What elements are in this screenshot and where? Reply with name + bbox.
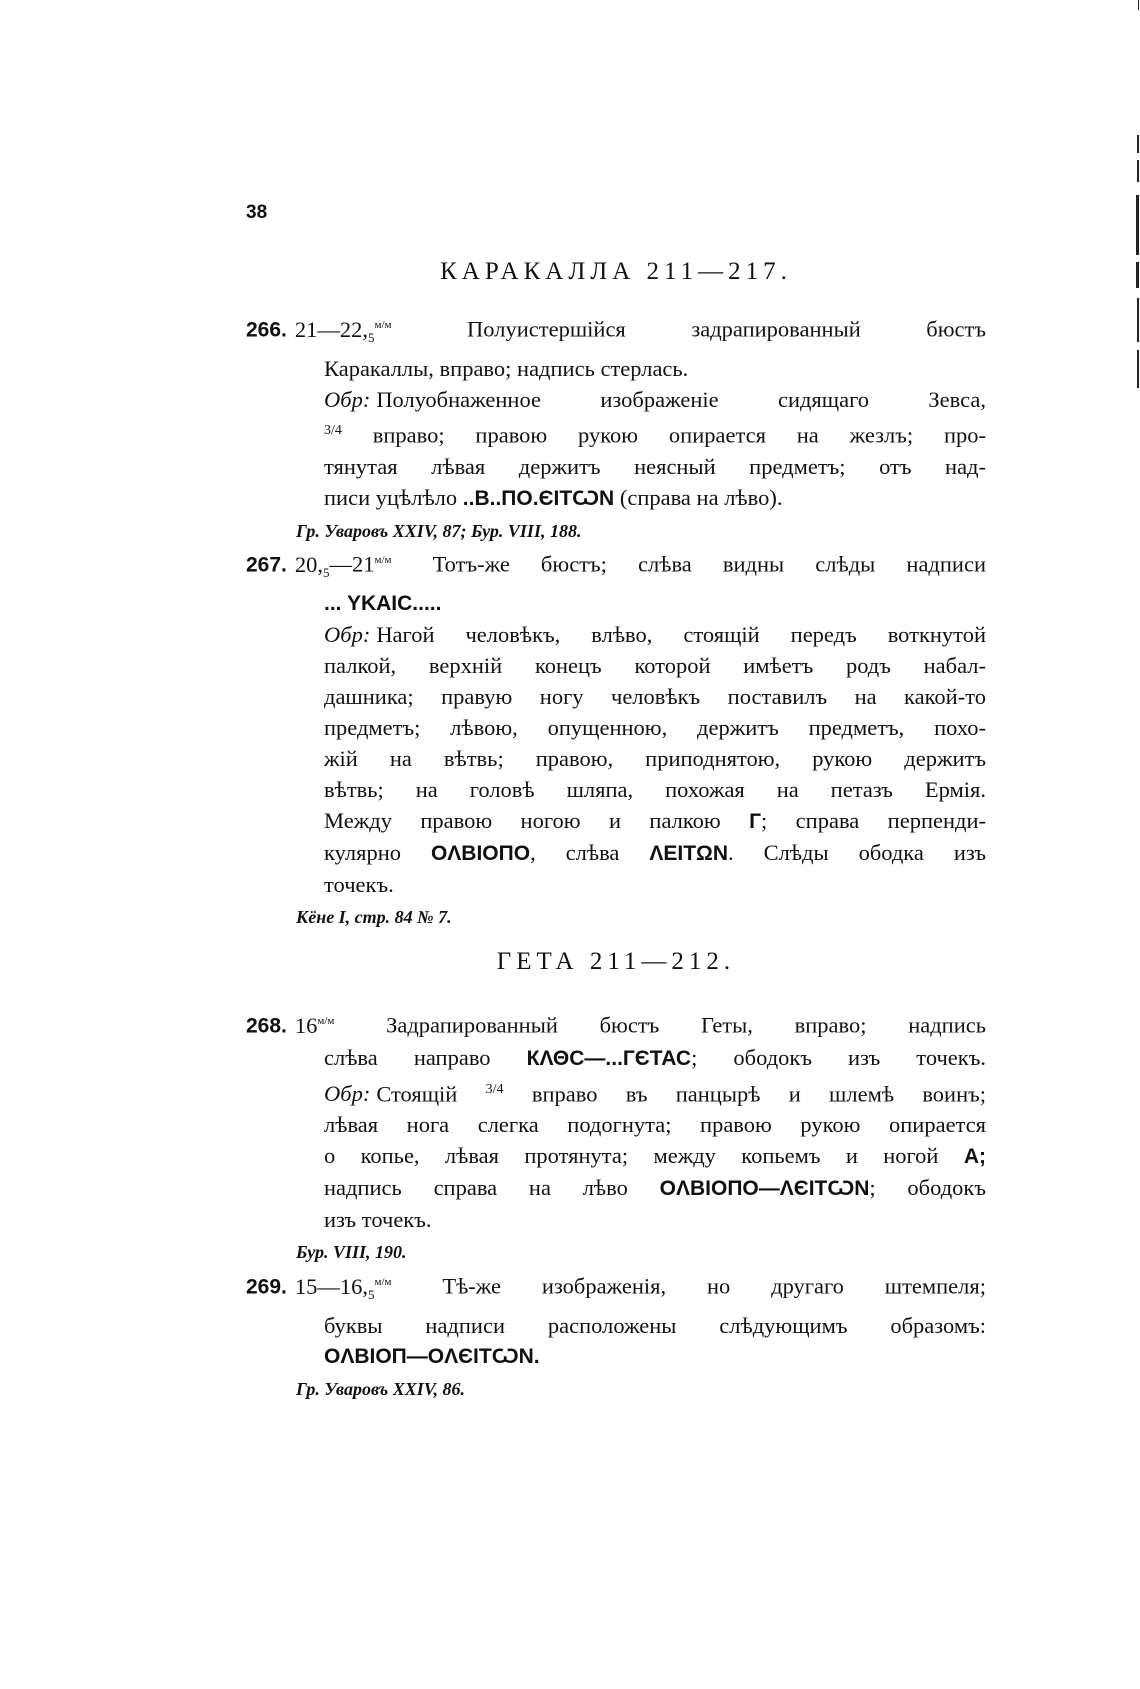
greek-inscription: ... YKAIC..... xyxy=(324,592,442,615)
entry-text-line: Задрапированный бюстъ Геты, вправо; надпись xyxy=(386,1012,987,1038)
entry-text-line: Тѣ-же изображенія, но другаго штемпеля; xyxy=(442,1273,986,1299)
entry-text-line: лѣвая нога слегка подогнута; правою рукою опирается xyxy=(324,1112,986,1137)
entry-text-line: изъ точекъ. xyxy=(324,1207,432,1232)
entry-measure-sub: 5 xyxy=(368,330,375,345)
section-title-geta: ГЕТА 211—212. xyxy=(496,948,736,975)
scan-artifact xyxy=(1138,0,1139,10)
entry-text-line: надпись справа на лѣво xyxy=(324,1175,628,1200)
entry-unit: м/м xyxy=(374,319,392,331)
entry-text-line: вѣтвь; на головѣ шляпа, похожая на петазъ Ермія. xyxy=(324,777,986,802)
entry-measure-end: —21 xyxy=(329,551,375,577)
entry-text-line: кулярно xyxy=(324,840,401,865)
greek-inscription: ОΛВІОП—ОΛЄІТѠN. xyxy=(324,1345,540,1368)
scan-artifact xyxy=(1136,262,1139,288)
entry-text-line: предметъ; лѣвою, опущенною, держитъ предметъ, похо- xyxy=(324,715,986,740)
entry-text-line: тянутая лѣвая держитъ неясный предметъ; отъ над- xyxy=(324,453,986,479)
entry-measure: 15—16, xyxy=(294,1273,368,1299)
entry-unit: м/м xyxy=(317,1015,335,1027)
entry-text-line: жій на вѣтвь; правою, приподнятою, рукою держитъ xyxy=(324,746,986,771)
entry-text-line: Полуобнаженное изображеніе сидящаго Зевса, xyxy=(376,387,986,412)
entry-text-line: дашника; правую ногу человѣкъ поставилъ на какой-то xyxy=(324,684,986,709)
entry-number: 267. xyxy=(246,553,287,577)
section-title-caracalla: КАРАКАЛЛА 211—217. xyxy=(440,258,792,285)
entry-unit: м/м xyxy=(374,554,392,566)
entry-measure: 20, xyxy=(294,551,323,577)
scan-artifact xyxy=(1137,135,1139,153)
catalog-entry-269 xyxy=(246,1267,986,1405)
entry-measure-sub: 5 xyxy=(368,1287,375,1302)
greek-inscription: ΛЕІТΩN xyxy=(649,842,729,865)
greek-inscription: КΛΘС—...ГЄТАС xyxy=(526,1046,692,1070)
bibliographic-reference: Гр. Уваровъ XXIV, 87; Бур. VIII, 188. xyxy=(296,520,582,541)
entry-text-line: буквы надписи расположены слѣдующимъ образомъ: xyxy=(324,1313,986,1338)
entry-text-fragment: ; справа перпенди- xyxy=(761,808,986,833)
scan-artifact xyxy=(1136,195,1139,255)
scan-artifact xyxy=(1137,160,1139,182)
entry-text-line: Между правою ногою и палкою xyxy=(324,808,721,833)
entry-text-line: слѣва направо xyxy=(324,1044,491,1070)
entry-text-fragment: ; ободокъ изъ точекъ. xyxy=(691,1044,986,1070)
greek-inscription: ..В..ПО.ЄІТѠN xyxy=(462,486,615,510)
entry-text-line: вправо; правою рукою опирается на жезлъ; про- xyxy=(372,422,986,448)
entry-text-line: Полуистершійся задрапированный бюстъ xyxy=(467,316,987,342)
bibliographic-reference: Бур. VIII, 190. xyxy=(296,1242,407,1262)
scan-artifact xyxy=(1137,350,1139,388)
entry-text-line: Тотъ-же бюстъ; слѣва видны слѣды надписи xyxy=(432,551,986,577)
inscription-note: (справа на лѣво). xyxy=(619,484,783,510)
catalog-entry-267 xyxy=(246,545,986,933)
obverse-label: Обр: xyxy=(324,387,371,412)
bibliographic-reference: Кёне I, стр. 84 № 7. xyxy=(296,907,452,927)
fraction: 3/4 xyxy=(485,1081,504,1097)
greek-inscription: ОΛВІОПО xyxy=(430,842,531,865)
catalog-entry-266 xyxy=(246,310,986,547)
entry-text-line: о копье, лѣвая протянута; между копьемъ и ногой xyxy=(324,1143,939,1168)
catalog-entry-268 xyxy=(246,1006,986,1268)
entry-number: 269. xyxy=(246,1275,287,1299)
obverse-label: Обр: xyxy=(324,622,371,647)
entry-text-line: вправо въ панцырѣ и шлемѣ воинъ; xyxy=(531,1081,987,1106)
entry-unit: м/м xyxy=(374,1276,392,1288)
obverse-label: Обр: xyxy=(324,1081,371,1106)
entry-text-line: Стоящій xyxy=(376,1081,458,1106)
entry-number: 268. xyxy=(246,1014,287,1038)
greek-inscription: ОΛВІОПО—ΛЄІТѠN xyxy=(659,1177,870,1200)
entry-text-line: Нагой человѣкъ, влѣво, стоящій передъ воткнутой xyxy=(376,622,986,647)
entry-text-line: палкой, верхній конецъ которой имѣетъ родъ набал- xyxy=(324,653,986,678)
entry-text-line: писи уцѣлѣло xyxy=(324,484,458,510)
entry-text-fragment: , слѣва xyxy=(530,840,620,865)
entry-text-line: Каракаллы, вправо; надпись стерлась. xyxy=(324,356,689,381)
entry-measure: 21—22, xyxy=(294,316,368,342)
greek-letter: Г xyxy=(749,810,762,833)
entry-measure: 16 xyxy=(294,1012,318,1038)
greek-letter: А; xyxy=(963,1145,987,1168)
scan-artifact xyxy=(1137,298,1139,342)
entry-measure-sub: 5 xyxy=(323,565,330,580)
bibliographic-reference: Гр. Уваровъ XXIV, 86. xyxy=(296,1379,465,1399)
entry-text-line: точекъ. xyxy=(324,872,394,897)
page-number: 38 xyxy=(246,202,268,223)
entry-text-fragment: . Слѣды ободка изъ xyxy=(728,840,987,865)
entry-text-fragment: ; ободокъ xyxy=(869,1175,986,1200)
entry-number: 266. xyxy=(246,318,287,342)
fraction: 3/4 xyxy=(324,423,342,438)
